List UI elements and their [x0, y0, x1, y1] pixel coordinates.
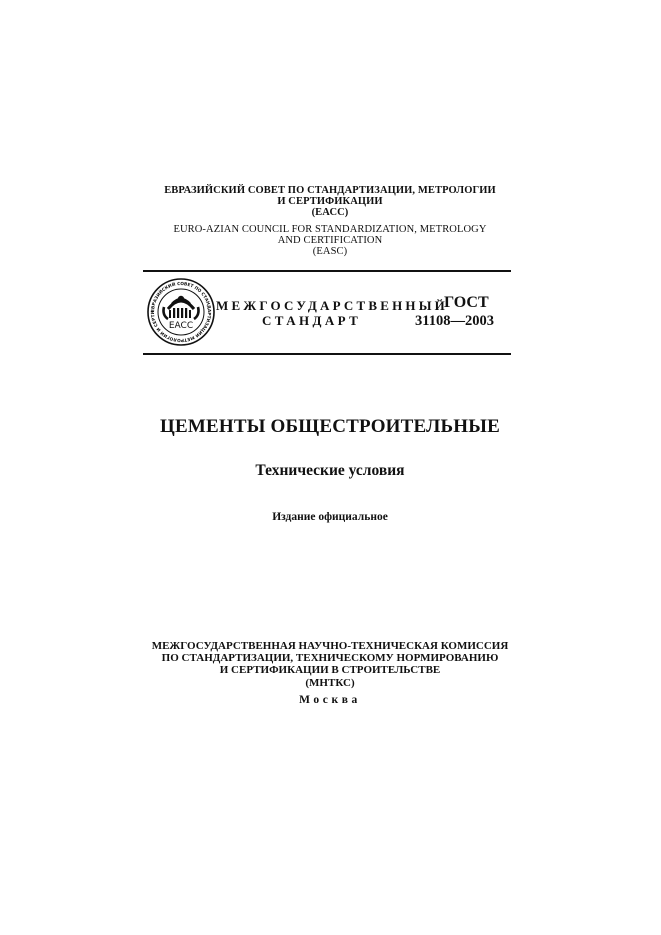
top-rule-divider: [143, 270, 511, 272]
edition-note: Издание официальное: [272, 511, 388, 523]
council-en-line-3: (EASC): [312, 246, 348, 257]
council-name-ru: [140, 185, 520, 218]
standard-type: [216, 298, 448, 328]
council-en-line-2: AND CERTIFICATION: [277, 235, 383, 246]
council-ru-line-1: ЕВРАЗИЙСКИЙ СОВЕТ ПО СТАНДАРТИЗАЦИИ, МЕТРОЛОГИИ: [164, 185, 496, 196]
commission-line-1: МЕЖГОСУДАРСТВЕННАЯ НАУЧНО-ТЕХНИЧЕСКАЯ КОМИССИЯ: [151, 640, 509, 652]
commission-line-4: (МНТКС): [305, 676, 355, 689]
document-title: ЦЕМЕНТЫ ОБЩЕСТРОИТЕЛЬНЫЕ: [160, 416, 500, 437]
gost-label: ГОСТ: [444, 294, 489, 311]
commission-line-3: И СЕРТИФИКАЦИИ В СТРОИТЕЛЬСТВЕ: [219, 664, 441, 677]
commission-line-2: ПО СТАНДАРТИЗАЦИИ, ТЕХНИЧЕСКОМУ НОРМИРОВАНИЮ: [161, 652, 499, 665]
standard-type-line-1: МЕЖГОСУДАРСТВЕННЫЙ: [216, 298, 448, 313]
emblem-ring-text: ЕВРАЗИЙСКИЙ СОВЕТ ПО СТАНДАРТИЗАЦИИ МЕТРОЛОГИИ И СЕРТИ: [150, 281, 212, 343]
council-en-line-1: EURO-AZIAN COUNCIL FOR STANDARDIZATION, METROLOGY: [173, 224, 487, 235]
commission-name: [130, 640, 530, 689]
standard-type-line-2: СТАНДАРТ: [262, 313, 362, 328]
publication-city: Москва: [299, 694, 361, 706]
easc-emblem-icon: [146, 277, 216, 347]
document-subtitle: Технические условия: [255, 462, 405, 479]
council-ru-line-3: (ЕАСС): [311, 207, 349, 218]
council-name-en: [140, 224, 520, 257]
emblem-label: EACC: [168, 321, 194, 331]
gost-number: 31108—2003: [415, 313, 494, 329]
council-ru-line-2: И СЕРТИФИКАЦИИ: [277, 196, 383, 207]
bottom-rule-divider: [143, 353, 511, 355]
